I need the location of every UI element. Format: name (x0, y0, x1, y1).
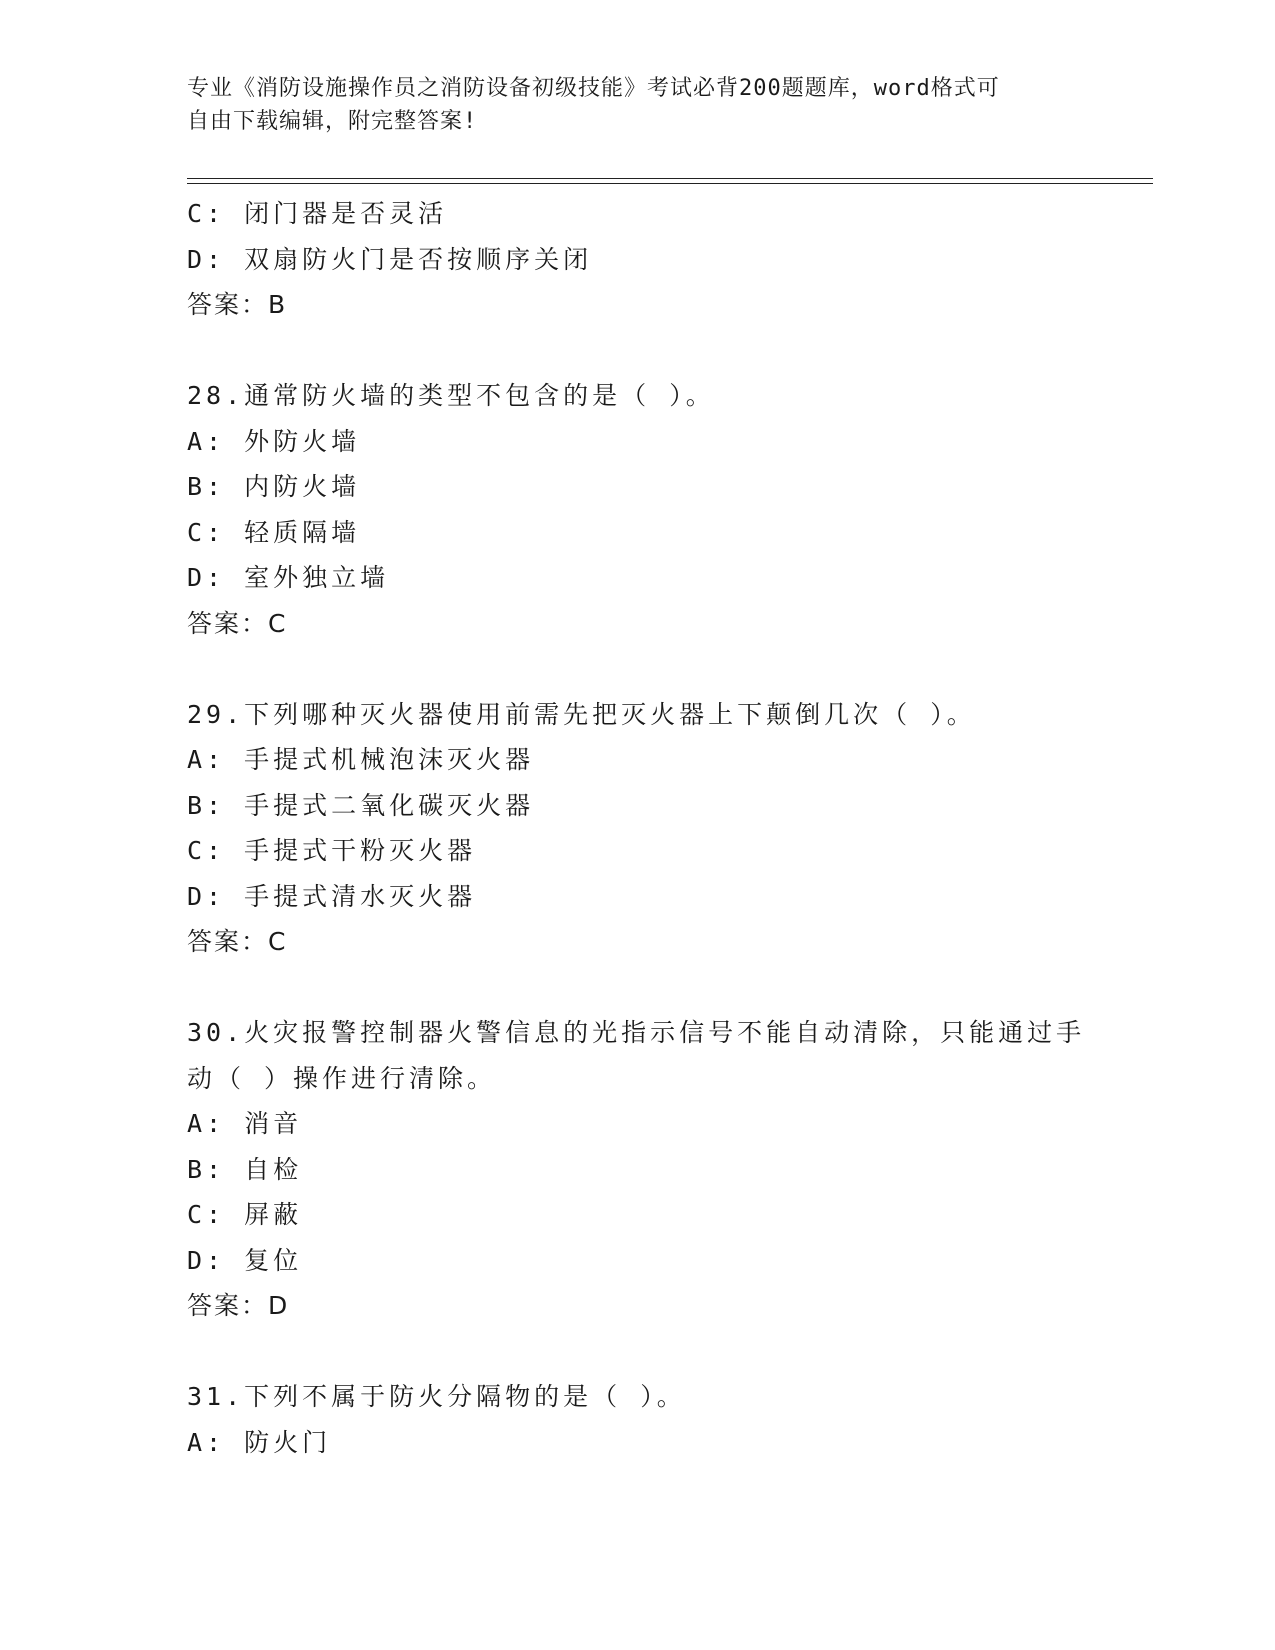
question-gap (187, 1329, 1087, 1375)
question-stem: 30.火灾报警控制器火警信息的光指示信号不能自动清除，只能通过手 (187, 1018, 1086, 1047)
option-d: D: 双扇防火门是否按顺序关闭 (187, 244, 593, 274)
question-gap (187, 965, 1087, 1011)
option-a: A: 防火门 (187, 1427, 332, 1457)
question-gap (187, 646, 1087, 692)
question-gap (187, 328, 1087, 374)
option-a: A: 手提式机械泡沫灭火器 (187, 745, 535, 774)
question-29 (187, 692, 1087, 965)
prev-question-block (187, 191, 1087, 328)
option-a: A: 外防火墙 (187, 426, 361, 456)
question-stem-continued: 动（ ）操作进行清除。 (187, 1063, 497, 1093)
option-d: D: 复位 (187, 1245, 303, 1275)
option-c: C: 屏蔽 (187, 1200, 303, 1229)
option-b: B: 内防火墙 (187, 472, 361, 501)
document-header (187, 72, 1067, 138)
header-line-2: 自由下载编辑，附完整答案! (187, 109, 478, 134)
answer-line: 答案：D (187, 1291, 290, 1320)
option-d: D: 手提式清水灭火器 (187, 881, 477, 911)
question-30 (187, 1010, 1087, 1329)
header-rule-top (187, 178, 1153, 179)
answer-line: 答案：C (187, 927, 288, 956)
question-28 (187, 373, 1087, 646)
answer-line: 答案：C (187, 608, 288, 638)
option-c: C: 手提式干粉灭火器 (187, 836, 477, 865)
question-stem: 31.下列不属于防火分隔物的是（ ）。 (187, 1382, 686, 1411)
option-c: C: 轻质隔墙 (187, 517, 361, 547)
option-d: D: 室外独立墙 (187, 563, 390, 592)
option-a: A: 消音 (187, 1109, 303, 1138)
question-content (187, 191, 1087, 1465)
option-b: B: 自检 (187, 1154, 303, 1184)
header-rule-bottom (187, 183, 1153, 184)
question-stem: 28.通常防火墙的类型不包含的是（ ）。 (187, 381, 715, 410)
answer-line: 答案：B (187, 290, 288, 319)
header-line-1: 专业《消防设施操作员之消防设备初级技能》考试必背200题题库，word格式可 (187, 76, 1000, 101)
question-31 (187, 1374, 1087, 1465)
option-b: B: 手提式二氧化碳灭火器 (187, 790, 535, 820)
option-c: C: 闭门器是否灵活 (187, 199, 448, 228)
question-stem: 29.下列哪种灭火器使用前需先把灭火器上下颠倒几次（ ）。 (187, 699, 976, 729)
